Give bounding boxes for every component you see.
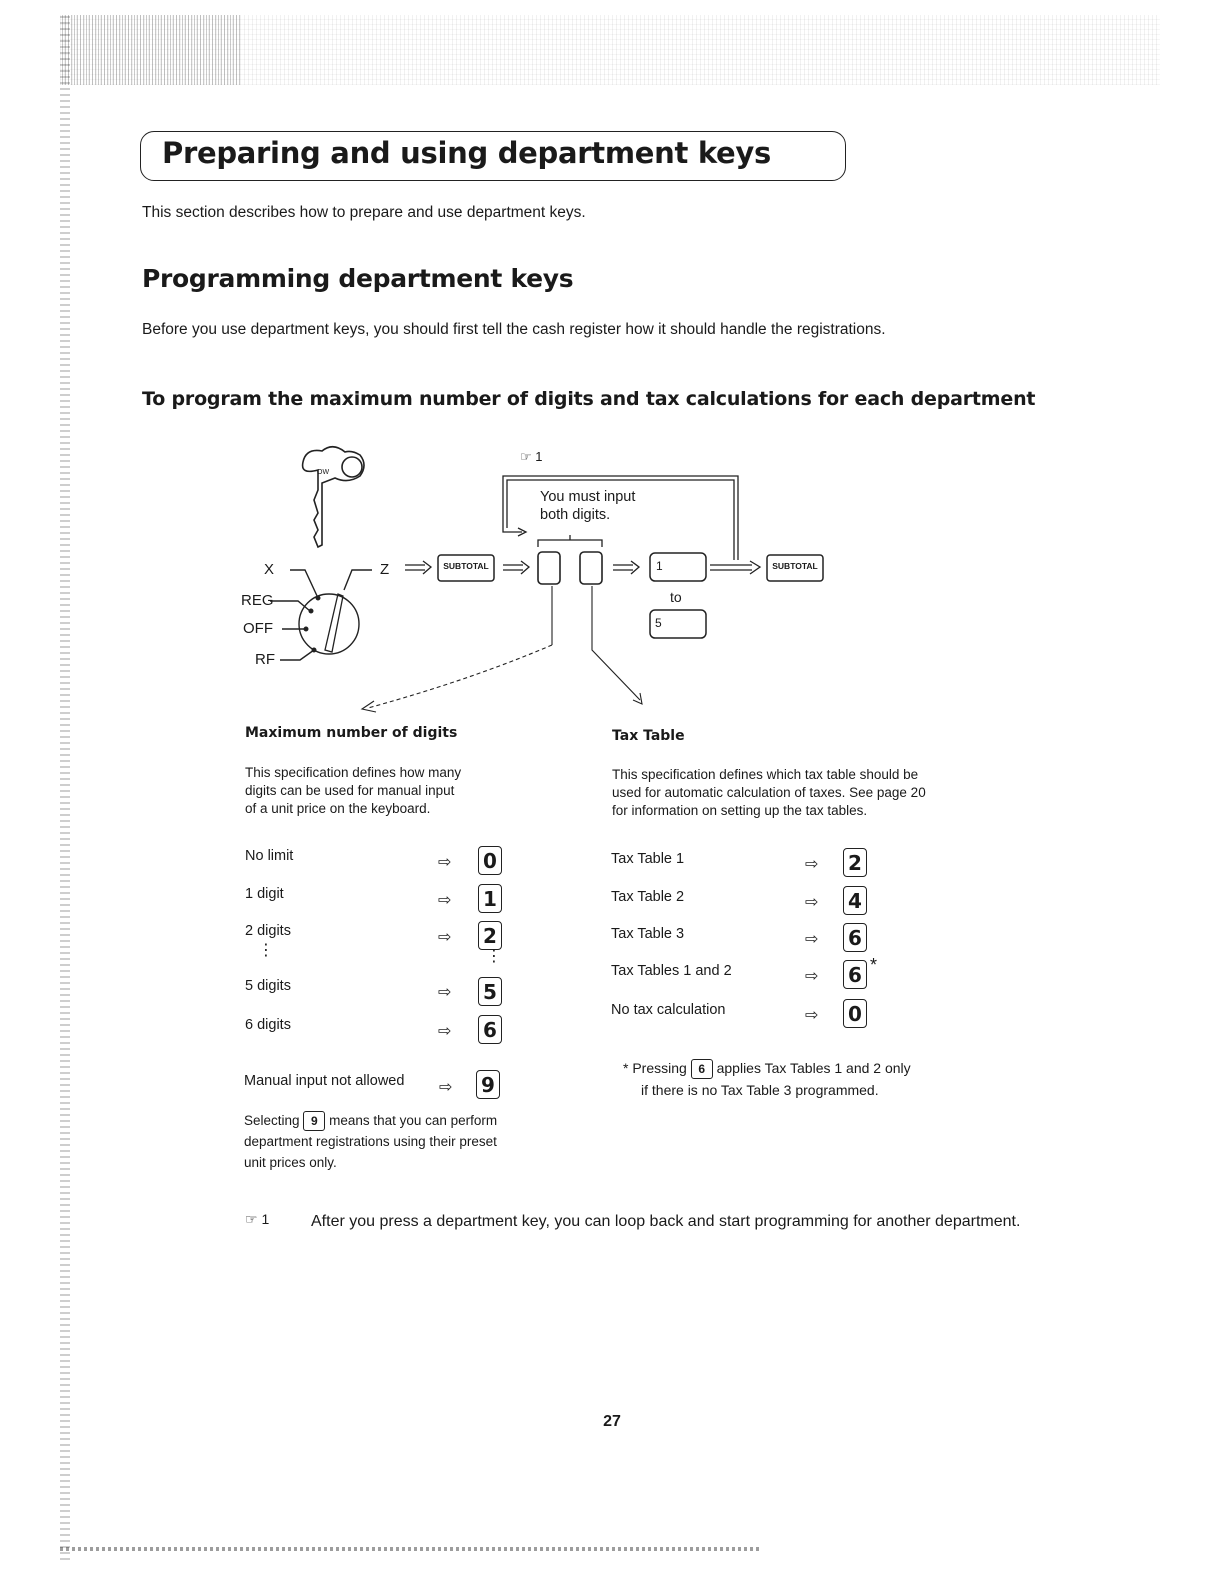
tax-desc-line-1: This specification defines which tax table should be bbox=[612, 767, 919, 782]
max-digits-heading: Maximum number of digits bbox=[245, 725, 458, 741]
intro-text: This section describes how to prepare and use department keys. bbox=[142, 204, 586, 221]
manual-input-label: Manual input not allowed bbox=[244, 1073, 405, 1089]
arrow-icon: ⇨ bbox=[439, 1079, 453, 1096]
leader-lines bbox=[362, 586, 642, 712]
max-digits-description bbox=[245, 764, 461, 818]
footnote-star: * bbox=[623, 1060, 629, 1076]
selecting-note bbox=[244, 1110, 497, 1173]
programming-diagram bbox=[0, 0, 1224, 720]
callout-line-2: both digits. bbox=[540, 507, 611, 523]
subheading: To program the maximum number of digits and tax calculations for each department bbox=[142, 388, 1036, 410]
max-digits-option-label: No limit bbox=[245, 848, 294, 864]
tax-option-label: Tax Table 2 bbox=[611, 889, 685, 905]
dept-key-last: 5 bbox=[655, 616, 662, 630]
note-number: 1 bbox=[261, 1211, 270, 1227]
max-digits-option-label: 5 digits bbox=[245, 978, 291, 994]
page-title: Preparing and using department keys bbox=[162, 136, 771, 170]
max-digits-desc-line-2: digits can be used for manual input bbox=[245, 783, 455, 798]
subtotal-key-label-2: SUBTOTAL bbox=[772, 561, 818, 571]
section-heading: Programming department keys bbox=[142, 264, 574, 293]
selecting-line-3: unit prices only. bbox=[244, 1155, 337, 1171]
note-text: After you press a department key, you can loop back and start programming for another department. bbox=[311, 1213, 1021, 1230]
max-digits-option-key: 0 bbox=[478, 846, 502, 875]
arrow-icon: ⇨ bbox=[805, 856, 819, 873]
tax-table-description bbox=[612, 766, 926, 820]
tax-option-label: No tax calculation bbox=[611, 1002, 726, 1018]
tax-option-label: Tax Table 1 bbox=[611, 851, 685, 867]
tax-option-key: 2 bbox=[843, 848, 867, 877]
arrow-icon: ⇨ bbox=[805, 894, 819, 911]
tax-option-label: Tax Tables 1 and 2 bbox=[611, 963, 732, 979]
tax-option-key: 6 bbox=[843, 923, 867, 952]
arrow-icon: ⇨ bbox=[805, 931, 819, 948]
page-number: 27 bbox=[603, 1413, 621, 1430]
arrow-icon: ⇨ bbox=[438, 1023, 452, 1040]
to-label: to bbox=[670, 589, 682, 605]
note-ref-top: 1 bbox=[535, 449, 543, 464]
selecting-before: Selecting bbox=[244, 1113, 300, 1128]
key-label: OW bbox=[317, 469, 330, 476]
arrow-icon: ⇨ bbox=[438, 854, 452, 871]
selecting-line-2: department registrations using their preset bbox=[244, 1134, 497, 1150]
arrow-icon: ⇨ bbox=[438, 929, 452, 946]
selecting-key: 9 bbox=[303, 1111, 325, 1131]
mode-x: X bbox=[264, 561, 275, 578]
mode-rf: RF bbox=[255, 651, 275, 668]
tax-option-key: 4 bbox=[843, 886, 867, 915]
max-digits-option-label: 1 digit bbox=[245, 886, 284, 902]
note-ref-icon: ☞ 1 bbox=[520, 449, 543, 464]
max-digits-option-label: 6 digits bbox=[245, 1017, 291, 1033]
asterisk-mark: * bbox=[870, 955, 878, 975]
max-digits-option-key: 1 bbox=[478, 884, 502, 913]
page-bottom-edge bbox=[60, 1547, 760, 1551]
footnote-line-2: if there is no Tax Table 3 programmed. bbox=[641, 1082, 879, 1099]
mode-off: OFF bbox=[243, 620, 273, 637]
max-digits-desc-line-1: This specification defines how many bbox=[245, 765, 462, 780]
arrow-icon: ⇨ bbox=[805, 1007, 819, 1024]
tax-table-heading: Tax Table bbox=[612, 728, 685, 744]
callout-line-1: You must input bbox=[540, 489, 636, 505]
max-digits-desc-line-3: of a unit price on the keyboard. bbox=[245, 801, 431, 816]
max-digits-option-label: 2 digits bbox=[245, 923, 291, 939]
section-body: Before you use department keys, you should first tell the cash register how it should handle the registrations. bbox=[142, 321, 886, 338]
mode-reg: REG bbox=[241, 592, 274, 609]
callout-text bbox=[540, 488, 635, 524]
note-ref-icon: ☞ 1 bbox=[245, 1211, 270, 1227]
max-digits-option-key: 2 bbox=[478, 921, 502, 950]
mode-key-icon bbox=[303, 447, 364, 547]
arrow-icon: ⇨ bbox=[438, 892, 452, 909]
tax-option-label: Tax Table 3 bbox=[611, 926, 685, 942]
footnote-after: applies Tax Tables 1 and 2 only bbox=[716, 1060, 911, 1076]
tax-option-key: 0 bbox=[843, 999, 867, 1028]
arrow-icon: ⇨ bbox=[438, 984, 452, 1001]
tax-footnote bbox=[623, 1057, 911, 1101]
max-digits-option-key: 6 bbox=[478, 1015, 502, 1044]
tax-option-key: 6 bbox=[843, 960, 867, 989]
digit-box-1 bbox=[538, 552, 560, 584]
mode-switch-icon bbox=[270, 570, 372, 660]
vertical-ellipsis-keys: ⋮ bbox=[486, 948, 502, 965]
max-digits-option-key: 5 bbox=[478, 977, 502, 1006]
vertical-ellipsis-left: ⋮ bbox=[258, 942, 274, 959]
manual-input-key: 9 bbox=[476, 1070, 500, 1099]
tax-desc-line-2: used for automatic calculation of taxes. See page 20 bbox=[612, 785, 926, 800]
tax-desc-line-3: for information on setting up the tax tables. bbox=[612, 803, 868, 818]
arrow-icon: ⇨ bbox=[805, 968, 819, 985]
selecting-after: means that you can perform bbox=[329, 1113, 498, 1128]
footnote-key: 6 bbox=[691, 1059, 713, 1079]
mode-z: Z bbox=[380, 561, 390, 578]
digit-box-2 bbox=[580, 552, 602, 584]
dept-key-first: 1 bbox=[656, 559, 663, 573]
subtotal-key-label-1: SUBTOTAL bbox=[443, 561, 489, 571]
footnote-before: Pressing bbox=[632, 1060, 687, 1076]
